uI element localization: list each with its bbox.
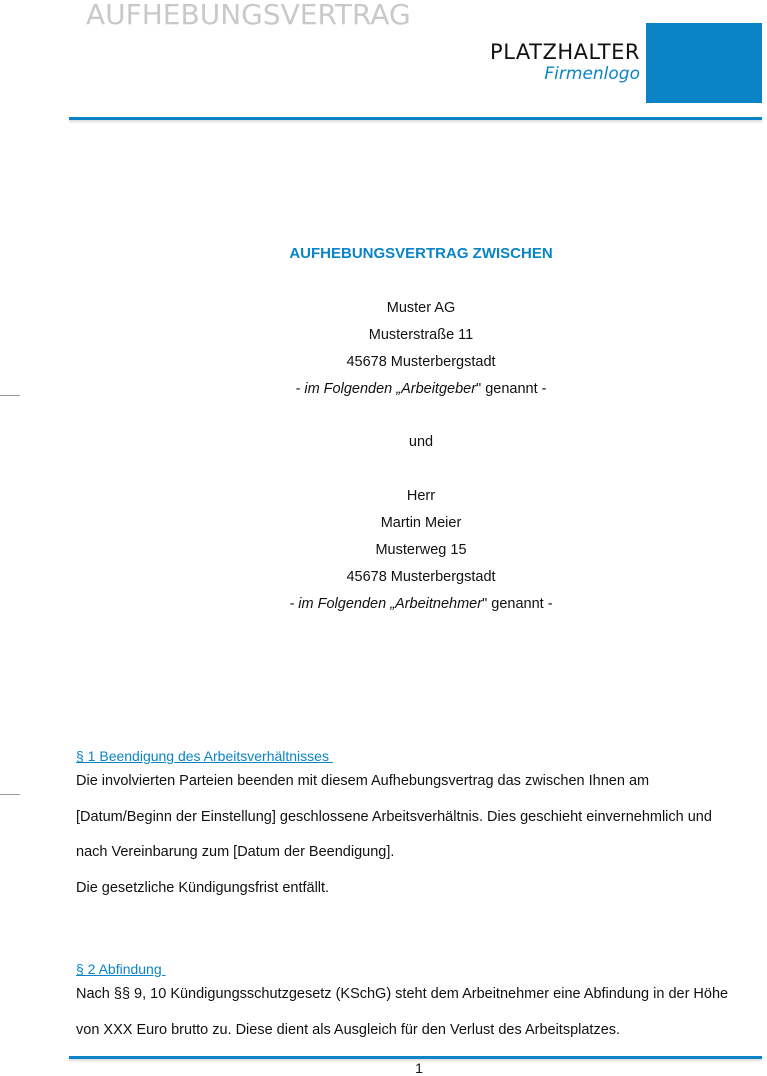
margin-fold-mark [0, 794, 20, 795]
logo-placeholder-box [646, 23, 762, 103]
section-line: nach Vereinbarung zum [Datum der Beendigung]. [76, 844, 395, 860]
employee-salutation: Herr [406, 488, 436, 504]
footer-rule [69, 1056, 762, 1059]
logo-title: PLATZHALTER [490, 40, 640, 64]
employer-city: 45678 Musterbergstadt [346, 354, 496, 370]
logo-subtitle: Firmenlogo [544, 64, 640, 84]
connector-text: und [408, 434, 434, 450]
section-termination [76, 748, 766, 906]
section-line: Die involvierten Parteien beenden mit diesem Aufhebungsvertrag das zwischen Ihnen am [76, 773, 650, 789]
section-severance [76, 961, 766, 1048]
employee-block [69, 483, 767, 618]
contract-title: AUFHEBUNGSVERTRAG ZWISCHEN [289, 245, 553, 262]
employer-designation: - im Folgenden „Arbeitgeber" genannt - [295, 381, 547, 397]
header-rule [69, 117, 762, 120]
employee-designation: - im Folgenden „Arbeitnehmer" genannt - [289, 596, 553, 612]
employer-block [69, 295, 767, 403]
employee-city: 45678 Musterbergstadt [346, 569, 496, 585]
section-line: von XXX Euro brutto zu. Diese dient als Ausgleich für den Verlust des Arbeitsplatzes. [76, 1021, 621, 1038]
employee-name: Martin Meier [380, 515, 462, 531]
watermark-title: AUFHEBUNGSVERTRAG [86, 0, 411, 31]
section-heading: § 1 Beendigung des Arbeitsverhältnisses [76, 748, 333, 764]
section-line: Nach §§ 9, 10 Kündigungsschutzgesetz (KSchG) steht dem Arbeitnehmer eine Abfindung in der Höhe [76, 986, 729, 1002]
margin-fold-mark [0, 395, 20, 396]
section-line: [Datum/Beginn der Einstellung] geschlossene Arbeitsverhältnis. Dies geschieht einvernehmlich und [76, 808, 712, 825]
section-heading: § 2 Abfindung [76, 961, 166, 977]
employer-name: Muster AG [386, 300, 456, 316]
page-number: 1 [415, 1060, 423, 1076]
section-line: Die gesetzliche Kündigungsfrist entfällt. [76, 879, 330, 896]
employee-street: Musterweg 15 [375, 542, 467, 558]
employer-street: Musterstraße 11 [368, 327, 474, 343]
